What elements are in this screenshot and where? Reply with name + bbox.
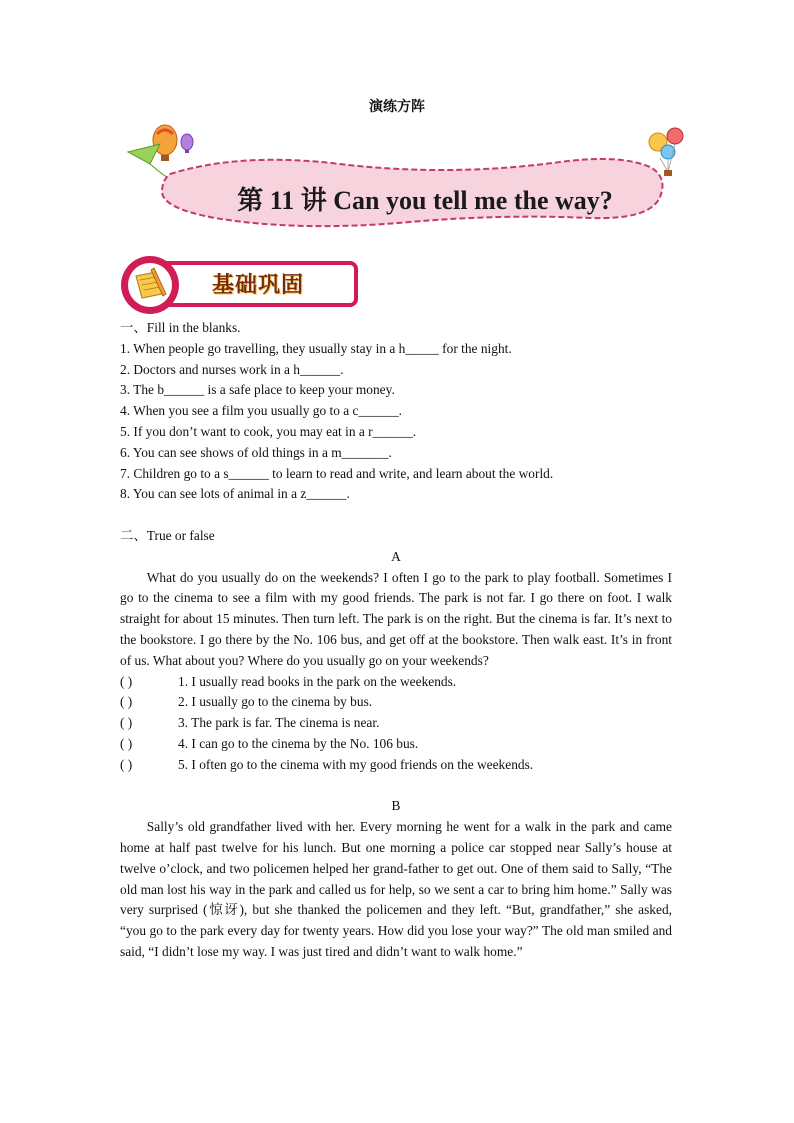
fill-item: 6. You can see shows of old things in a m_______. bbox=[120, 444, 392, 460]
title-banner bbox=[120, 122, 700, 234]
tf-question: ( ) 2. I usually go to the cinema by bus. bbox=[120, 692, 672, 713]
passage-a-label: A bbox=[391, 548, 401, 564]
tf-question: ( ) 3. The park is far. The cinema is near. bbox=[120, 713, 672, 734]
tf-question: ( ) 5. I often go to the cinema with my good friends on the weekends. bbox=[120, 755, 672, 776]
fill-item: 5. If you don’t want to cook, you may eat in a r______. bbox=[120, 423, 417, 439]
tf-question: ( ) 1. I usually read books in the park on the weekends. bbox=[120, 672, 672, 693]
fill-item: 7. Children go to a s______ to learn to read and write, and learn about the world. bbox=[120, 465, 554, 481]
passage-b-text: Sally’s old grandfather lived with her. Every morning he went for a walk in the park and came home at half past twelve for his lunch. But one morning a police car stopped near Sally’s house at twelve o’clock, and two policemen helped her grand-father to get out. One of them said to Sally, “The old man lost his way in the park and called us for help, so we sent a car to bring him home.” Sally was very surprised (惊讶), but she thanked the policemen and they left. “But, grandfather,” she asked, “you go to the park every day for twenty years. How did you lose your way?” The old man smiled and said, “I didn’t lose my way. I was just tired and didn’t want to walk home.” bbox=[120, 819, 672, 959]
passage-a-text: What do you usually do on the weekends? I often I go to the park to play football. Sometimes I go to the cinema to see a film with my good friends. The park is not far. I go there on foot. I walk straight for about 15 minutes. Then turn left. The park is on the right. But the cinema is far. It’s next to the bookstore. I go there by the No. 106 bus, and get off at the bookstore. Then walk east. It’s in front of us. What about you? Where do you usually go on your weekends? bbox=[120, 569, 672, 668]
answer-blank[interactable]: ( ) bbox=[120, 756, 133, 772]
answer-blank[interactable]: ( ) bbox=[120, 673, 133, 689]
part1-heading: 一、Fill in the blanks. bbox=[120, 320, 241, 335]
answer-blank[interactable]: ( ) bbox=[120, 715, 133, 731]
tf-question: ( ) 4. I can go to the cinema by the No. 106 bus. bbox=[120, 734, 672, 755]
answer-blank[interactable]: ( ) bbox=[120, 694, 133, 710]
fill-item: 3. The b______ is a safe place to keep your money. bbox=[120, 382, 395, 398]
answer-blank[interactable]: ( ) bbox=[120, 735, 133, 751]
lesson-title: 第 11 讲 Can you tell me the way? bbox=[237, 186, 613, 215]
fill-item: 1. When people go travelling, they usually stay in a h_____ for the night. bbox=[120, 340, 512, 356]
balloon-icon bbox=[153, 125, 193, 161]
part2-heading: 二、True or false bbox=[120, 527, 215, 543]
passage-b-label: B bbox=[391, 798, 401, 814]
fill-item: 2. Doctors and nurses work in a h______. bbox=[120, 361, 344, 377]
fill-item: 8. You can see lots of animal in a z______. bbox=[120, 486, 350, 502]
page-header-title: 演练方阵 bbox=[369, 100, 425, 115]
worksheet-content bbox=[120, 318, 672, 963]
fill-item: 4. When you see a film you usually go to a c______. bbox=[120, 403, 403, 419]
section-label: 基础巩固 bbox=[212, 273, 305, 298]
